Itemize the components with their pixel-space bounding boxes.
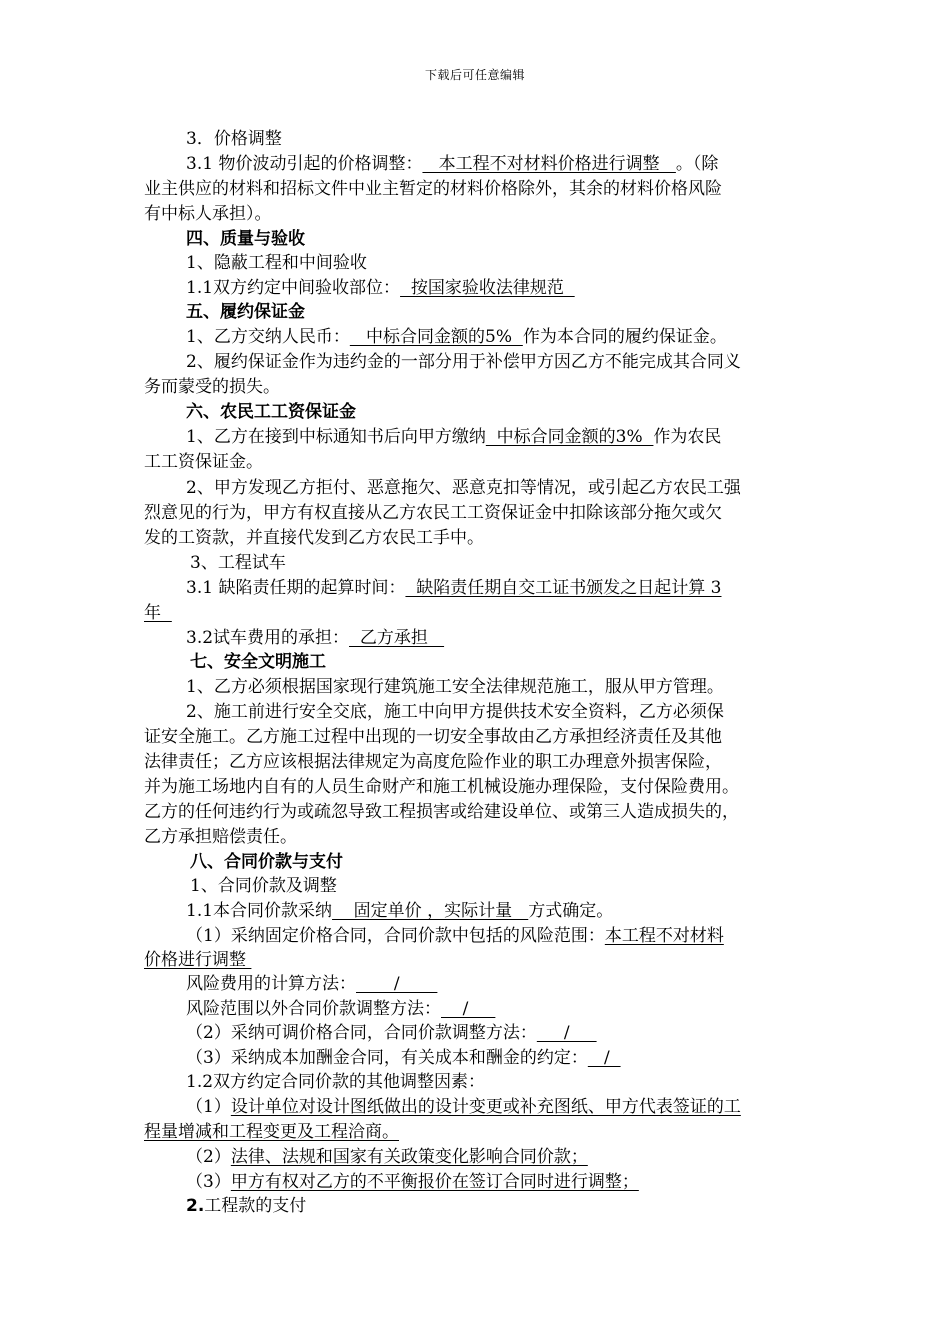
paragraph-line: 业主供应的材料和招标文件中业主暂定的材料价格除外，其余的材料价格风险 <box>144 179 722 199</box>
text: （2） <box>186 1147 231 1167</box>
paragraph-line <box>186 1146 588 1168</box>
paragraph-line: 务而蒙受的损失。 <box>144 377 280 397</box>
paragraph-line: 乙方承担赔偿责任。 <box>144 827 297 847</box>
paragraph-line <box>186 973 437 995</box>
fill-in-value: 设计单位对设计图纸做出的设计变更或补充图纸、甲方代表签证的工 <box>230 1097 741 1117</box>
paragraph-line <box>186 1022 597 1044</box>
text: 3.1 缺陷责任期的起算时间： <box>186 578 406 598</box>
text: 。（除 <box>675 154 719 174</box>
text: 工程款的支付 <box>204 1196 307 1216</box>
paragraph-line: 1.2双方约定合同价款的其他调整因素： <box>186 1072 486 1092</box>
fill-in-value: / <box>587 1048 621 1068</box>
fill-in-value: 价格进行调整 <box>144 950 252 970</box>
fill-in-value: 程量增减和工程变更及工程洽商。 <box>144 1122 399 1142</box>
paragraph-line: 工工资保证金。 <box>144 452 263 472</box>
paragraph-line <box>186 277 575 299</box>
text: 风险范围以外合同价款调整方法： <box>186 999 441 1019</box>
paragraph-line: 法律责任；乙方应该根据法律规定为高度危险作业的职工办理意外损害保险， <box>144 752 722 772</box>
fill-in-value: 本工程不对材料价格进行调整 <box>422 154 676 174</box>
paragraph-line: 1、合同价款及调整 <box>190 876 337 896</box>
fill-in-value: 甲方有权对乙方的不平衡报价在签订合同时进行调整； <box>230 1172 639 1192</box>
paragraph-line <box>186 1047 621 1069</box>
text: 3.2试车费用的承担： <box>186 628 350 648</box>
paragraph-line <box>186 577 721 599</box>
section-heading-6: 六、农民工工资保证金 <box>186 402 356 422</box>
paragraph-line: 1、乙方必须根据国家现行建筑施工安全法律规范施工，服从甲方管理。 <box>186 677 724 697</box>
paragraph-line <box>186 153 718 175</box>
text: 作为本合同的履约保证金。 <box>522 327 727 347</box>
text: （3） <box>186 1172 231 1192</box>
fill-in-value: / <box>441 999 496 1019</box>
paragraph-line: 发的工资款，并直接代发到乙方农民工手中。 <box>144 528 484 548</box>
fill-in-value: 中标合同金额的5% <box>349 327 523 347</box>
paragraph-line <box>186 1195 306 1217</box>
paragraph-line <box>186 426 721 448</box>
paragraph-line <box>186 925 724 947</box>
text: （3）采纳成本加酬金合同，有关成本和酬金的约定： <box>186 1048 588 1068</box>
paragraph-line: 并为施工场地内自有的人员生命财产和施工机械设施办理保险，支付保险费用。 <box>144 777 739 797</box>
text: 1.1双方约定中间验收部位： <box>186 278 401 298</box>
text: 1、乙方在接到中标通知书后向甲方缴纳 <box>186 427 486 447</box>
fill-in-value: / <box>536 1023 597 1043</box>
text: 方式确定。 <box>528 901 614 921</box>
paragraph-line: 2、甲方发现乙方拒付、恶意拖欠、恶意克扣等情况，或引起乙方农民工强 <box>186 478 741 498</box>
fill-in-value: 年 <box>144 603 172 623</box>
section-3-title: 3．价格调整 <box>186 129 282 149</box>
fill-in-value: / <box>356 974 438 994</box>
page-header: 下载后可任意编辑 <box>424 68 525 82</box>
paragraph-line <box>186 1171 639 1193</box>
text: （1） <box>186 1097 231 1117</box>
fill-in-value: 乙方承担 <box>349 628 445 648</box>
paragraph-line <box>186 326 727 348</box>
text: 风险费用的计算方法： <box>186 974 356 994</box>
text: 3.1 物价波动引起的价格调整： <box>186 154 423 174</box>
section-heading-8: 八、合同价款与支付 <box>190 852 343 872</box>
paragraph-line: 烈意见的行为，甲方有权直接从乙方农民工工资保证金中扣除该部分拖欠或欠 <box>144 503 722 523</box>
paragraph-line: 2、履约保证金作为违约金的一部分用于补偿甲方因乙方不能完成其合同义 <box>186 352 741 372</box>
paragraph-line: 3、工程试车 <box>190 553 286 573</box>
text: 作为农民 <box>653 427 722 447</box>
fill-in-value: 按国家验收法律规范 <box>400 278 575 298</box>
section-heading-5: 五、履约保证金 <box>186 302 305 322</box>
paragraph-line <box>186 627 444 649</box>
paragraph-line: 1、隐蔽工程和中间验收 <box>186 253 367 273</box>
fill-in-value: 法律、法规和国家有关政策变化影响合同价款； <box>230 1147 588 1167</box>
fill-in-value: 本工程不对材料 <box>604 926 724 946</box>
paragraph-line: 2、施工前进行安全交底，施工中向甲方提供技术安全资料，乙方必须保 <box>186 702 724 722</box>
fill-in-value: 中标合同金额的3% <box>485 427 654 447</box>
paragraph-line: 证安全施工。乙方施工过程中出现的一切安全事故由乙方承担经济责任及其他 <box>144 727 722 747</box>
paragraph-line <box>186 900 613 922</box>
fill-in-value: 缺陷责任期自交工证书颁发之日起计算 3 <box>405 578 722 598</box>
paragraph-line <box>186 1096 741 1118</box>
text: 1、乙方交纳人民币： <box>186 327 350 347</box>
text: 2. <box>186 1196 205 1216</box>
paragraph-line <box>186 998 495 1020</box>
text: 1.1本合同价款采纳 <box>186 901 333 921</box>
section-heading-7: 七、安全文明施工 <box>190 652 326 672</box>
paragraph-line: 乙方的任何违约行为或疏忽导致工程损害或给建设单位、或第三人造成损失的， <box>144 802 739 822</box>
paragraph-line: 有中标人承担）。 <box>144 204 272 224</box>
fill-in-value: 固定单价 ，实际计量 <box>332 901 529 921</box>
section-heading-4: 四、质量与验收 <box>186 229 305 249</box>
text: （1）采纳固定价格合同，合同价款中包括的风险范围： <box>186 926 605 946</box>
text: （2）采纳可调价格合同，合同价款调整方法： <box>186 1023 537 1043</box>
